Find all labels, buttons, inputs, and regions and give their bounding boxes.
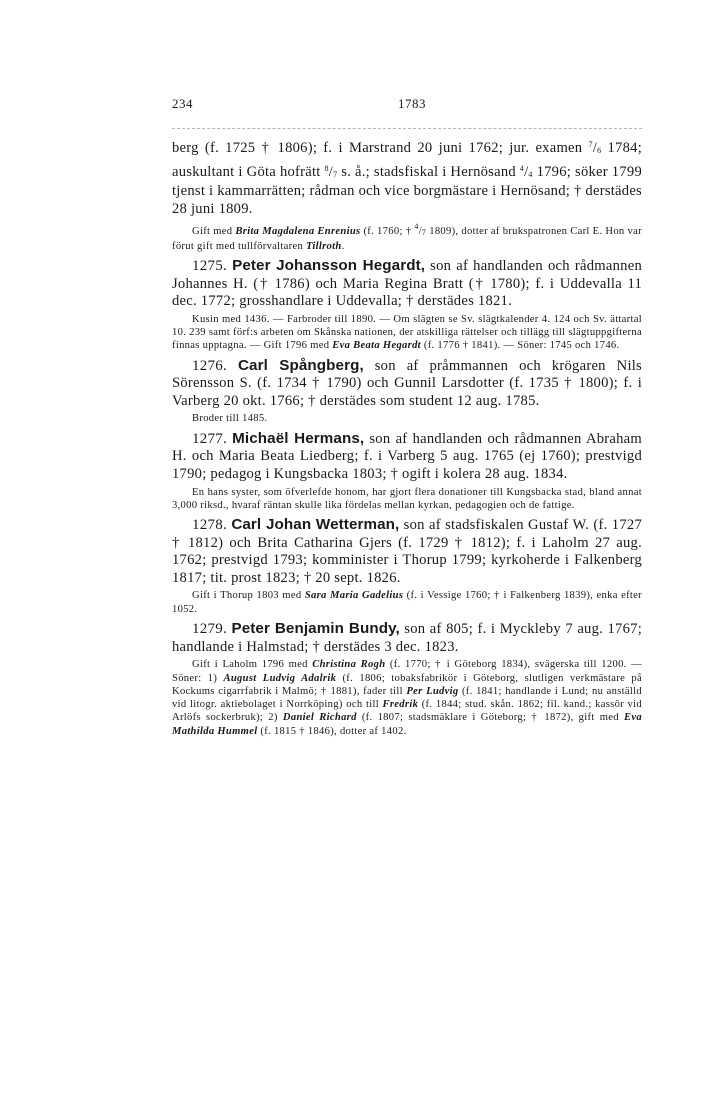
spouse-name: Eva Mathilda Hummel bbox=[172, 712, 642, 737]
page-header bbox=[172, 96, 642, 118]
entry-name: Michaël Hermans, bbox=[232, 429, 365, 447]
entry-name: Peter Johansson Hegardt, bbox=[232, 256, 426, 274]
spouse-name: Eva Beata Hegardt bbox=[332, 340, 421, 352]
entry-continuation-note: Gift med Brita Magdalena Enrenius (f. 1760; † $^4/_7$ 1809), dotter af brukspatronen Carl E. Hon var förut gift med tullförvaltaren Tillroth. bbox=[172, 222, 642, 252]
spouse-name: Christina Rogh bbox=[312, 659, 386, 671]
entry-1275 bbox=[172, 257, 642, 311]
entry-number: 1279. bbox=[192, 621, 227, 638]
page-number: 234 bbox=[172, 96, 193, 111]
grandson-name: Fredrik bbox=[382, 699, 419, 711]
fraction: $^4/_7$ bbox=[414, 222, 427, 238]
entry-name: Peter Benjamin Bundy, bbox=[231, 620, 400, 638]
entry-continuation: berg (f. 1725 † 1806); f. i Marstrand 20 juni 1762; jur. examen $^7/_6$ 1784; auskultant i Göta hofrätt $^8/_7$ s. å.; stadsfiskal i Hernösand $^4/_4$ 1796; söker 1799 tjenst i kammarrätten; rådman och vice borgmästare i Hernösand; † derstädes 28 juni 1809. bbox=[172, 140, 642, 217]
entry-1279 bbox=[172, 620, 642, 656]
entry-text: son af 805; f. i Myckleby 7 aug. 1767; handlande i Halmstad; † derstädes 3 dec. 1823. bbox=[172, 621, 643, 655]
fraction: $^4/_4$ bbox=[519, 163, 533, 180]
son-name: Daniel Richard bbox=[282, 712, 357, 724]
spouse-name: Sara Maria Gadelius bbox=[304, 590, 404, 602]
fraction: $^8/_7$ bbox=[324, 163, 338, 180]
entry-text: son af handlanden och rådmannen Johannes H. († 1786) och Maria Regina Bratt († 1780); f. i Uddevalla 11 dec. 1772; grosshandlare i Uddevalla; † derstädes 1821. bbox=[172, 257, 642, 310]
entry-1275-note: Kusin med 1436. — Farbroder till 1890. — Om slägten se Sv. slägtkalender 4. 124 och Sv. ättartal 10. 239 samt förf:s arbeten om Skånska nationen, der atskilliga rättelser och tillägg till slägtuppgifterna finnas upptagna. — Gift 1796 med Eva Beata Hegardt (f. 1776 † 1841). — Söner: 1745 och 1746. bbox=[172, 313, 642, 352]
entry-name: Carl Johan Wetterman, bbox=[231, 516, 400, 534]
entry-number: 1276. bbox=[192, 357, 227, 374]
son-name: August Ludvig Adalrik bbox=[223, 672, 337, 684]
entry-1278 bbox=[172, 516, 642, 587]
entry-1276-note: Broder till 1485. bbox=[192, 413, 268, 425]
spouse-name: Brita Magdalena Enrenius bbox=[235, 226, 361, 238]
entry-number: 1275. bbox=[192, 257, 227, 274]
entry-1279-note: Gift i Laholm 1796 med Christina Rogh (f. 1770; † i Göteborg 1834), svägerska till 1200. — Söner: 1) August Ludvig Adalrik (f. 1806; tobaksfabrikör i Göteborg, slutligen verkmästare på Kockums cigarrfabrik i Malmö; † 1881), fader till Per Ludvig (f. 1841; handlande i Lund; nu anställd vid litogr. aktiebolaget i Norrköping) och till Fredrik (f. 1844; stud. skån. 1862; fil. kand.; kassör vid Arlöfs sockerbruk); 2) Daniel Richard (f. 1807; stadsmäklare i Göteborg; † 1872), gift med Eva Mathilda Hummel (f. 1815 † 1846), dotter af 1402. bbox=[172, 659, 643, 737]
book-page bbox=[172, 96, 642, 741]
previous-spouse-name: Tillroth bbox=[306, 240, 342, 252]
entry-1278-note: Gift i Thorup 1803 med Sara Maria Gadelius (f. i Vessige 1760; † i Falkenberg 1839), enka efter 1052. bbox=[172, 590, 643, 615]
entry-text: son af handlanden och rådmannen Abraham H. och Maria Beata Liedberg; f. i Varberg 5 aug. 1765 (ej 1760); prestvigd 1790; pedagog i Kungsbacka 1803; † ogift i kolera 28 aug. 1834. bbox=[172, 430, 642, 482]
page-content bbox=[172, 136, 642, 738]
page-year: 1783 bbox=[398, 96, 426, 111]
entry-text: son af pråmmannen och krögaren Nils Sörensson S. (f. 1734 † 1790) och Gunnil Larsdotter (f. 1735 † 1800); f. i Varberg 20 okt. 1766; † derstädes som student 12 aug. 1785. bbox=[172, 357, 642, 409]
entry-1277-note: En hans syster, som öfverlefde honom, har gjort flera donationer till Kungsbacka stad, bland annat 3,000 riksd., hvaraf räntan skulle lika fördelas mellan kyrkan, pedagogien och de fattige. bbox=[172, 486, 642, 511]
entry-text: son af stadsfiskalen Gustaf W. (f. 1727 † 1812) och Brita Catharina Gjers (f. 1729 † 1812); f. i Laholm 27 aug. 1762; prestvigd 1793; komminister i Thorup 1799; kyrkoherde i Falkenberg 1817; tit. prost 1823; † 20 sept. 1826. bbox=[172, 517, 642, 586]
entry-number: 1277. bbox=[192, 430, 227, 447]
entry-1277 bbox=[172, 430, 642, 484]
header-rule bbox=[172, 128, 642, 129]
fraction: $^7/_6$ bbox=[588, 140, 602, 156]
entry-1276 bbox=[172, 357, 642, 411]
grandson-name: Per Ludvig bbox=[406, 685, 459, 697]
entry-name: Carl Spångberg, bbox=[237, 356, 364, 374]
entry-number: 1278. bbox=[192, 517, 227, 534]
